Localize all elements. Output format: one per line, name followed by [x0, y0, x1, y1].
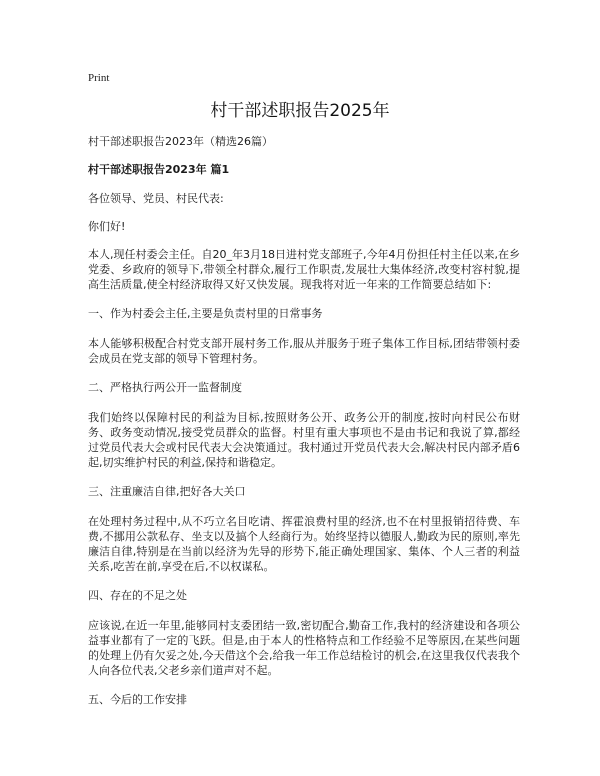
document-body [88, 134, 520, 722]
heading-3: 三、注重廉洁自律,把好各大关口 [88, 485, 246, 498]
intro-paragraph: 本人,现任村委会主任。自20_年3月18日进村党支部班子,今年4月份担任村主任以来,在乡党委、乡政府的领导下,带领全村群众,履行工作职责,发展壮大集体经济,改变村容村貌,提高生活质量,使全村经济取得又好又快发展。现我将对近一年来的工作简要总结如下: [88, 248, 520, 291]
section-title: 村干部述职报告2023年 篇1 [88, 163, 230, 176]
paragraph-2: 我们始终以保障村民的利益为目标,按照财务公开、政务公开的制度,按时向村民公布财务、政务变动情况,接受党员群众的监督。村里有重大事项也不是由书记和我说了算,都经过党员代表大会或村民代表大会决策通过。我村通过开党员代表大会,解决村民内部矛盾6起,切实维护村民的利益,保持和谐稳定。 [88, 411, 520, 469]
heading-4: 四、存在的不足之处 [88, 589, 187, 602]
print-link[interactable]: Print [88, 72, 110, 84]
paragraph-1: 本人能够积极配合村党支部开展村务工作,服从并服务于班子集体工作目标,团结带领村委会成员在党支部的领导下管理村务。 [88, 337, 520, 365]
document-subtitle: 村干部述职报告2023年（精选26篇） [88, 135, 273, 148]
page-title: 村干部述职报告2025年 [210, 101, 390, 121]
paragraph-4: 应该说,在近一年里,能够同村支委团结一致,密切配合,勤奋工作,我村的经济建设和各项公益事业都有了一定的飞跃。但是,由于本人的性格特点和工作经验不足等原因,在某些问题的处理上仍有欠妥之处,今天借这个会,给我一年工作总结检讨的机会,在这里我仅代表我个人向各位代表,父老乡亲们道声对不起。 [88, 619, 520, 677]
heading-2: 二、严格执行两公开一监督制度 [88, 381, 242, 394]
greeting-line: 各位领导、党员、村民代表: [88, 192, 224, 205]
paragraph-3: 在处理村务过程中,从不巧立名目吃请、挥霍浪费村里的经济,也不在村里报销招待费、车费,不挪用公款私存、坐支以及搞个人经商行为。始终坚持以德服人,勤政为民的原则,率先廉洁自律,特别是在当前以经济为先导的形势下,能正确处理国家、集体、个人三者的利益关系,吃苦在前,享受在后,不以权谋私。 [88, 515, 520, 573]
heading-5: 五、今后的工作安排 [88, 693, 187, 706]
heading-1: 一、作为村委会主任,主要是负责村里的日常事务 [88, 307, 323, 320]
greeting-line-2: 你们好! [88, 220, 126, 233]
